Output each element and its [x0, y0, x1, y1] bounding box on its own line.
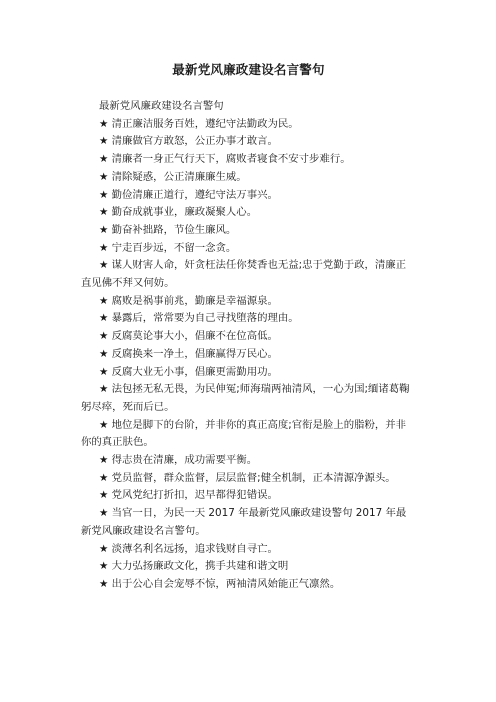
quote-list	[81, 116, 416, 594]
quote-item: ★ 勤奋成就事业，廉政凝聚人心。	[99, 206, 258, 219]
quote-item: ★ 反腐莫论事大小，倡廉不在位高低。	[99, 330, 278, 343]
quote-item: ★ 谋人财害人命，奸贪枉法任你焚香也无益;忠于党勤于政，清廉正直见佛不拜又何妨。	[81, 259, 407, 290]
quote-item: ★ 党风党纪打折扣，迟早都得犯错误。	[99, 489, 278, 502]
quote-item: ★ 清正廉洁服务百姓，遵纪守法勤政为民。	[99, 117, 299, 130]
quote-item: ★ 出于公心自会宠辱不惊，两袖清风始能正气凛然。	[99, 577, 341, 590]
quote-item: ★ 暴露后，常常要为自己寻找堕落的理由。	[99, 312, 299, 325]
quote-item: ★ 当官一日，为民一天 2017 年最新党风廉政建设警句 2017 年最新党风廉政建设名言警句。	[81, 507, 407, 537]
quote-item: ★ 宁走百步远，不留一念贪。	[99, 241, 237, 254]
quote-item: ★ 地位是脚下的台阶，并非你的真正高度;官衔是脸上的脂粉，并非你的真正肤色。	[81, 418, 407, 449]
quote-item: ★ 得志贵在清廉，成功需要平衡。	[99, 454, 258, 467]
quote-item: ★ 党员监督，群众监督，层层监督;健全机制，正本清源净源头。	[99, 471, 396, 484]
quote-item: ★ 清廉者一身正气行天下，腐败者寝食不安寸步难行。	[99, 153, 351, 166]
quote-item: ★ 腐败是祸事前兆，勤廉是幸福源泉。	[99, 294, 278, 307]
document-subtitle: 最新党风廉政建设名言警句	[99, 100, 224, 112]
quote-item: ★ 清廉做官方敢怒，公正办事才敢言。	[99, 135, 278, 148]
quote-item: ★ 法包拯无私无畏，为民伸冤;师海瑞两袖清风，一心为国;缅诸葛鞠躬尽瘁，死而后已。	[81, 383, 410, 413]
quote-item: ★ 勤奋补拙路，节俭生廉风。	[99, 223, 237, 236]
document-title: 最新党风廉政建设名言警句	[172, 62, 325, 77]
quote-item: ★ 反腐换来一净土，倡廉赢得万民心。	[99, 347, 278, 360]
quote-item: ★ 反腐大业无小事，倡廉更需勤用功。	[99, 365, 278, 378]
quote-item: ★ 淡薄名利名远扬，追求钱财自寻亡。	[99, 542, 278, 555]
quote-item: ★ 大力弘扬廉政文化，携手共建和谐文明	[99, 560, 289, 573]
quote-item: ★ 清除疑惑，公正清廉廉生威。	[99, 170, 247, 183]
quote-item: ★ 勤俭清廉正道行，遵纪守法万事兴。	[99, 188, 278, 201]
